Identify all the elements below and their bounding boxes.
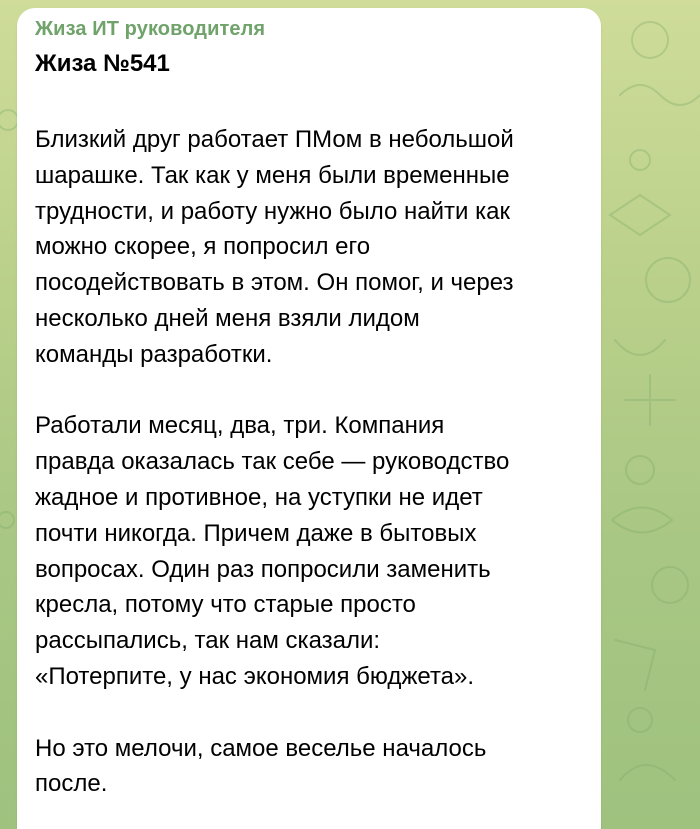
paragraph-2: Работали месяц, два, три. Компания правда оказалась так себе — руководство жадное и противное, на уступки не идет почти никогда. Причем даже в бытовых вопросах. Один раз попросили заменить кресла, потому что старые просто рассыпались, так нам сказали: «Потерпите, у нас экономия бюджета». [35, 412, 510, 690]
paragraph-1: Близкий друг работает ПМом в небольшой шарашке. Так как у меня были временные трудности, и работу нужно было найти как можно скорее, я попросил его посодействовать в этом. Он помог, и через несколько дней меня взяли лидом команды разработки. [35, 126, 514, 368]
post-title: Жиза №541 [35, 50, 170, 77]
channel-name[interactable]: Жиза ИТ руководителя [35, 18, 266, 40]
message-text [35, 122, 595, 829]
message-bubble [17, 8, 601, 829]
paragraph-3: Но это мелочи, самое веселье началось после. [35, 734, 487, 798]
